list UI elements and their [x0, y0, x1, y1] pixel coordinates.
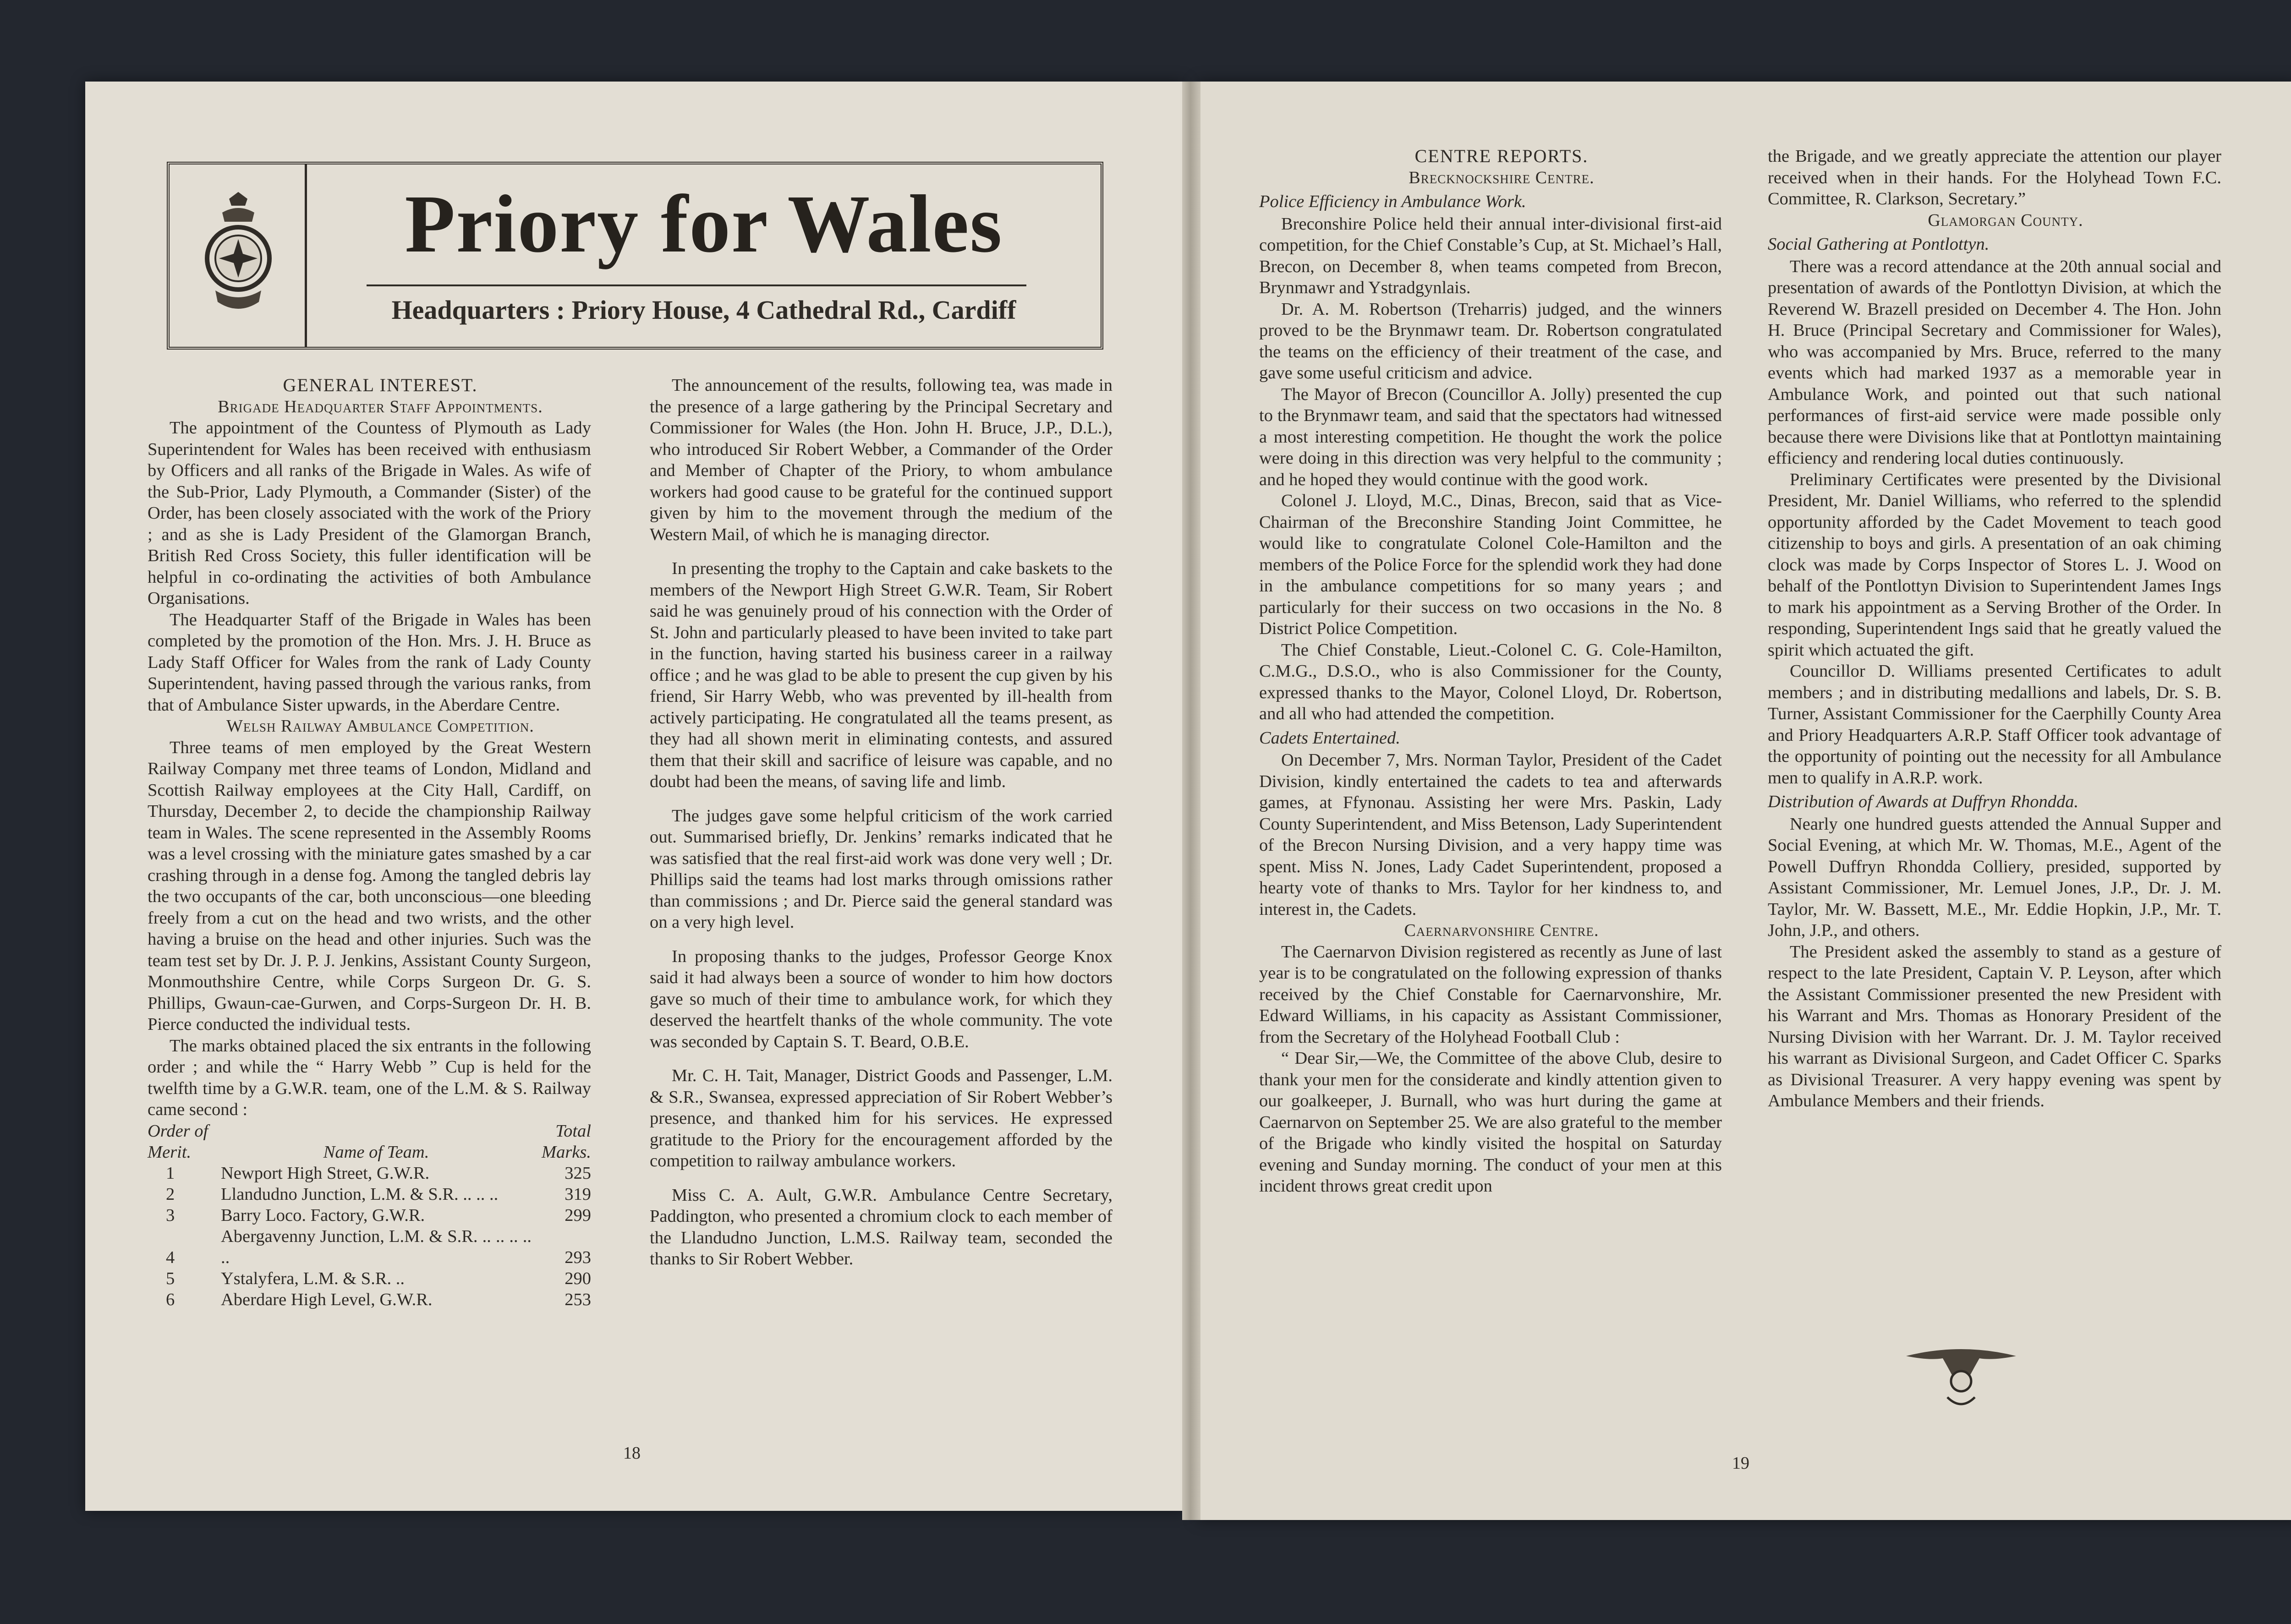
row-rank: 1 — [166, 1163, 175, 1183]
header-name-of-team: Name of Team. — [323, 1142, 429, 1162]
row-team: Barry Loco. Factory, G.W.R. — [221, 1205, 425, 1225]
table-row — [148, 1184, 591, 1205]
title-rule — [367, 284, 1026, 286]
header-order-of-merit: Order of Merit. — [148, 1121, 208, 1162]
paragraph: The judges gave some helpful criticism of the work carried out. Summarised briefly, Dr. Jenkins’ remarks indicated that he was satisfied that the real first-aid work was done very well ; Dr. Phillips said the teams had lost marks through omissions rather than commissions ; and Dr. Pierce said the general standard was on a very high level. — [650, 806, 1113, 932]
row-marks: 325 — [565, 1163, 591, 1183]
paragraph: The Caernarvon Division registered as recently as June of last year is to be congratulated on the following expression of thanks received by the Chief Constable for Caernarvonshire, Mr. Edward Williams, in his capacity as Assistant Commissioner, from the Secretary of the Holyhead Football Club : — [1259, 942, 1722, 1047]
right-column-2 — [1768, 146, 2221, 1112]
paragraph: On December 7, Mrs. Norman Taylor, President of the Cadet Division, kindly entertained the cadets to tea and afterwards games, at Ffynonau. Assisting her were Mrs. Paskin, Lady County Superintendent, and Miss Betenson, Lady Superintendent of the Brecon Nursing Division, and a very happy time was spent. Miss N. Jones, Lady Cadet Superintendent, proposed a hearty vote of thanks to Mrs. Taylor for her kindness to, and interest in, the Cadets. — [1259, 750, 1722, 919]
paragraph: The marks obtained placed the six entrants in the following order ; and while the “ Harry Webb ” Cup is held for the twelfth time by a G.W.R. team, one of the L.M. & S. Railway came second : — [148, 1036, 591, 1119]
row-team: Abergavenny Junction, L.M. & S.R. .. .. .. .. .. — [221, 1226, 532, 1267]
paragraph: Mr. C. H. Tait, Manager, District Goods and Passenger, L.M. & S.R., Swansea, expressed appreciation of Sir Robert Webber’s presence, and thanked him for his services. He expressed gratitude to the Priory for the encouragement afforded by the competition to railway ambulance workers. — [650, 1066, 1113, 1170]
right-column-1 — [1259, 146, 1722, 1197]
paragraph: “ Dear Sir,—We, the Committee of the above Club, desire to thank your men for the considerate and kindly attention given to our goalkeeper, J. Burnall, who was hurt during the game at Caernarvon on September 25. We are also grateful to the member of the Brigade who kindly visited the hospital on Saturday evening and Sunday morning. The conduct of your men at this incident throws great credit upon — [1259, 1049, 1722, 1196]
paragraph: Councillor D. Williams presented Certificates to adult members ; and in distributing medallions and labels, Dr. S. B. Turner, Assistant Commissioner for the Caerphilly County Area and Priory Headquarters A.R.P. Staff Officer took advantage of the opportunity of pointing out the necessity for all Ambulance men to qualify in A.R.P. work. — [1768, 662, 2221, 787]
subheading-caernarvonshire: Caernarvonshire Centre. — [1404, 921, 1599, 940]
row-marks: 299 — [565, 1205, 591, 1225]
subheading-staff-appointments: Brigade Headquarter Staff Appointments. — [218, 397, 543, 416]
paragraph: The announcement of the results, following tea, was made in the presence of a large gathering by the Principal Secretary and Commissioner for Wales (the Hon. John H. Bruce, J.P., D.L.), who introduced Sir Robert Webber, a Commander of the Order and Member of Chapter of the Priory, to whom ambulance workers had good cause to be grateful for the continued support given by him to the movement through the medium of the Western Mail, of which he is managing director. — [650, 376, 1113, 544]
paragraph: Nearly one hundred guests attended the Annual Supper and Social Evening, at which Mr. W. Thomas, M.E., Agent of the Powell Duffryn Rhondda Colliery, presided, supported by Assistant Commissioner, Mr. Lemuel Jones, J.P., Dr. J. M. Taylor, Mr. W. Bassett, M.E., Mr. Eddie Hopkin, J.P., Mr. T. John, J.P., and others. — [1768, 814, 2221, 940]
row-rank: 5 — [166, 1269, 175, 1288]
subheading-police-efficiency: Police Efficiency in Ambulance Work. — [1259, 192, 1526, 211]
paragraph: The appointment of the Countess of Plymouth as Lady Superintendent for Wales has been received with enthusiasm by Officers and all ranks of the Brigade in Wales. As wife of the Sub-Prior, Lady Plymouth, a Commander (Sister) of the Order, has been closely associated with the work of the Priory ; and as she is Lady President of the Glamorgan Branch, British Red Cross Society, this fuller identification will be helpful in co-ordinating the activities of both Ambulance Organisations. — [148, 418, 591, 608]
row-rank: 3 — [166, 1205, 175, 1225]
paragraph: Colonel J. Lloyd, M.C., Dinas, Brecon, said that as Vice-Chairman of the Breconshire Standing Joint Committee, he would like to congratulate Colonel Cole-Hamilton and the members of the Police Force for the splendid work they had done in the ambulance competitions for so many years ; and particularly for their success on two occasions in the No. 8 District Police Competition. — [1259, 491, 1722, 638]
results-table — [148, 1121, 591, 1310]
paragraph: In proposing thanks to the judges, Professor George Knox said it had always been a source of wonder to him how doctors gave so much of their time to ambulance work, for which they deserved the heartfelt thanks of the whole community. The vote was seconded by Captain S. T. Beard, O.B.E. — [650, 946, 1113, 1051]
subheading-social-gathering: Social Gathering at Pontlottyn. — [1768, 235, 1990, 254]
row-marks: 253 — [565, 1290, 591, 1309]
paragraph: Miss C. A. Ault, G.W.R. Ambulance Centre Secretary, Paddington, who presented a chromium clock to each member of the Llandudno Junction, L.M.S. Railway team, seconded the thanks to Sir Robert Webber. — [650, 1185, 1113, 1269]
paragraph: The Chief Constable, Lieut.-Colonel C. G. Cole-Hamilton, C.M.G., D.S.O., who is also Commissioner for the County, expressed thanks to the Mayor, Colonel Lloyd, Dr. Robertson, and all who had attended the competition. — [1259, 640, 1722, 723]
table-row — [148, 1268, 591, 1289]
header-total-marks: Total Marks. — [542, 1121, 591, 1162]
left-column-1 — [148, 375, 591, 1310]
paragraph: The Mayor of Brecon (Councillor A. Jolly) presented the cup to the Brynmawr team, and said that the spectators had witnessed a most interesting competition. He thought the work the police were doing in this direction was very helpful to the community ; and he hoped they would continue with the good work. — [1259, 384, 1722, 489]
subheading-railway-competition: Welsh Railway Ambulance Competition. — [226, 716, 534, 736]
paragraph: The Headquarter Staff of the Brigade in Wales has been completed by the promotion of the Hon. Mrs. J. H. Bruce as Lady Staff Officer for Wales from the rank of Lady County Superintendent, having passed through the various ranks, from that of Ambulance Sister upwards, in the Aberdare Centre. — [148, 610, 591, 715]
page-title: Priory for Wales — [405, 178, 1003, 269]
book-gutter — [1182, 82, 1200, 1520]
left-column-2 — [650, 375, 1113, 1270]
order-crest-icon — [202, 190, 275, 327]
crest-panel — [170, 164, 307, 347]
paragraph: The President asked the assembly to stand as a gesture of respect to the late President, Captain V. P. Leyson, after which the Assistant Commissioner presented the new President with his Warrant and Mrs. Thomas as Honorary President of the Nursing Division with her Warrant. Dr. J. M. Taylor received his warrant as Divisional Surgeon, and Cadet Officer C. Sparks as Divisional Treasurer. A very happy evening was spent by Ambulance Members and their friends. — [1768, 942, 2221, 1110]
paragraph: There was a record attendance at the 20th annual social and presentation of awards of the Pontlottyn Division, at which the Reverend W. Brazell presided on December 4. The Hon. John H. Bruce (Principal Secretary and Commissioner for Wales), who was accompanied by Mrs. Bruce, referred to the many events which had marked 1937 as a memorable year in Ambulance Work, and pointed out that such national performances of first-aid service were made possible only because there were Divisions like that at Pontlottyn maintaining efficiency and rendering local duties continuously. — [1768, 257, 2221, 468]
subheading-brecknockshire: Brecknockshire Centre. — [1409, 168, 1595, 187]
paragraph: the Brigade, and we greatly appreciate the attention our player received when in their hands. For the Holyhead Town F.C. Committee, R. Clarkson, Secretary.” — [1768, 147, 2221, 208]
row-team: Newport High Street, G.W.R. — [221, 1163, 430, 1183]
table-row — [148, 1205, 591, 1226]
row-team: Ystalyfera, L.M. & S.R. .. — [221, 1269, 405, 1288]
page-number-left: 18 — [623, 1444, 641, 1463]
paragraph: Breconshire Police held their annual inter-divisional first-aid competition, for the Chief Constable’s Cup, at St. Michael’s Hall, Brecon, on December 8, when teams competed from Brecon, Brynmawr and Ystradgynlais. — [1259, 214, 1722, 297]
row-team: Llandudno Junction, L.M. & S.R. .. .. .. — [221, 1184, 499, 1204]
row-team: Aberdare High Level, G.W.R. — [221, 1290, 433, 1309]
row-marks: 293 — [565, 1247, 591, 1267]
page-number-right: 19 — [1732, 1454, 1749, 1473]
paragraph: Dr. A. M. Robertson (Treharris) judged, and the winners proved to be the Brynmawr team. Dr. Robertson congratulated the teams on the efficiency of their treatment of the case, and gave some useful criticism and advice. — [1259, 299, 1722, 383]
title-banner — [167, 162, 1103, 350]
row-rank: 2 — [166, 1184, 175, 1204]
table-row — [148, 1163, 591, 1184]
table-row — [148, 1289, 591, 1310]
row-marks: 290 — [565, 1269, 591, 1288]
paragraph: Three teams of men employed by the Great Western Railway Company met three teams of London, Midland and Scottish Railway employees at the City Hall, Cardiff, on Thursday, December 2, to decide the championship Railway team in Wales. The scene represented in the Assembly Rooms was a level crossing with the miniature gates smashed by a car crashing through in a dense fog. Among the tangled debris lay the two occupants of the car, both unconscious—one bleeding freely from a cut on the head and two wrists, and the other having a bruise on the head and other injuries. Such was the team test set by Dr. J. P. J. Jenkins, Assistant County Surgeon, Monmouthshire Centre, while Corps Surgeon Dr. G. S. Phillips, Gwaun-cae-Gurwen, and Corps-Surgeon Dr. H. B. Pierce conducted the individual tests. — [148, 738, 591, 1034]
row-marks: 319 — [565, 1184, 591, 1204]
paragraph: In presenting the trophy to the Captain and cake baskets to the members of the Newport High Street G.W.R. Team, Sir Robert said he was genuinely proud of his connection with the Order of St. John and particularly pleased to have been invited to take part in the function, having started his business career in a railway office ; and he was glad to be able to present the cup given by his friend, Sir Harry Webb, who was prevented by ill-health from actively participating. He congratulated all the teams present, as they had all shown merit in eliminating contests, and assured them that their skill and sacrifice of leisure was capable, and no doubt had been the means, of saving life and limb. — [650, 559, 1113, 791]
section-heading-general-interest: GENERAL INTEREST. — [283, 375, 478, 395]
subheading-cadets-entertained: Cadets Entertained. — [1259, 728, 1400, 748]
row-rank: 6 — [166, 1290, 175, 1309]
paragraph: Preliminary Certificates were presented by the Divisional President, Mr. Daniel Williams, who referred to the splendid opportunity afforded by the Cadet Movement to teach good citizenship to boys and girls. A presentation of an oak chiming clock was made by Corps Inspector of Stores L. J. Wood on behalf of the Pontlottyn Division to Superintendent James Ings to mark his appointment as a Serving Brother of the Order. In responding, Superintendent Ings said that he greatly valued the spirit which actuated the gift. — [1768, 470, 2221, 660]
table-row — [148, 1226, 591, 1268]
subheading-glamorgan: Glamorgan County. — [1928, 210, 2083, 230]
section-heading-centre-reports: CENTRE REPORTS. — [1414, 146, 1589, 166]
table-header — [148, 1121, 591, 1163]
headquarters-line: Headquarters : Priory House, 4 Cathedral Rd., Cardiff — [391, 295, 1016, 325]
subheading-distribution-of-awards: Distribution of Awards at Duffryn Rhondda. — [1768, 792, 2079, 811]
row-rank: 4 — [166, 1247, 175, 1267]
decorative-ornament-icon — [1902, 1338, 2021, 1411]
